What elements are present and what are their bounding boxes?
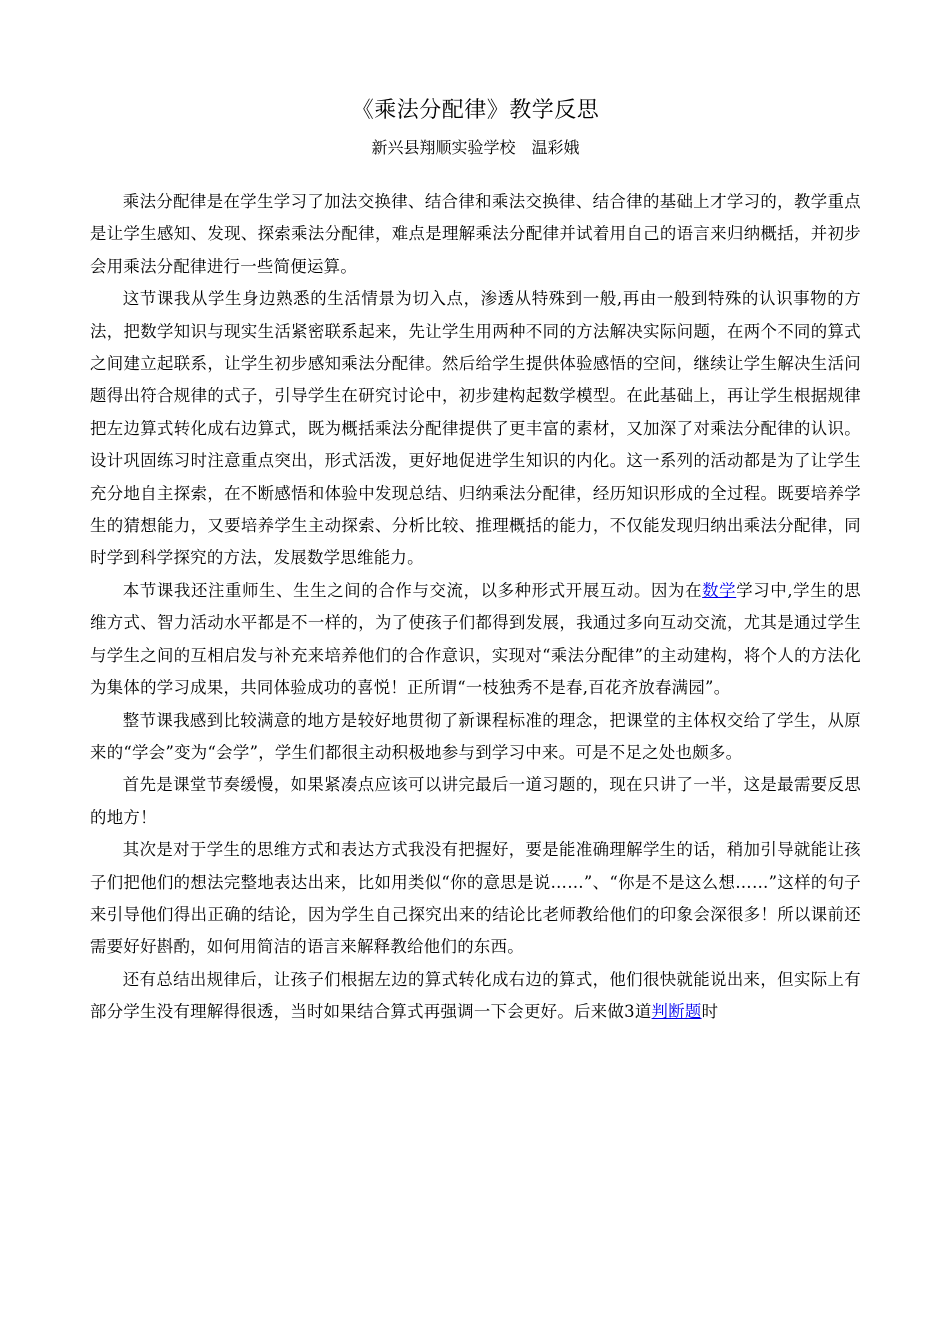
inline-link[interactable]: 判断题 <box>651 1002 702 1022</box>
paragraph <box>90 283 861 575</box>
document-title: 《乘法分配律》教学反思 <box>351 98 600 123</box>
paragraph-text: 这节课我从学生身边熟悉的生活情景为切入点，渗透从特殊到一般,再由一般到特殊的认识事物的方法，把数学知识与现实生活紧密联系起来，先让学生用两种不同的方法解决实际问题，在两个不同的算式之间建立起联系，让学生初步感知乘法分配律。然后给学生提供体验感悟的空间，继续让学生解决生活问题得出符合规律的式子，引导学生在研究讨论中，初步建构起数学模型。在此基础上，再让学生根据规律把左边算式转化成右边算式，既为概括乘法分配律提供了更丰富的素材，又加深了对乘法分配律的认识。设计巩固练习时注意重点突出，形式活泼，更好地促进学生知识的内化。这一系列的活动都是为了让学生充分地自主探索，在不断感悟和体验中发现总结、归纳乘法分配律，经历知识形成的全过程。既要培养学生的猜想能力，又要培养学生主动探索、分析比较、推理概括的能力，不仅能发现归纳出乘法分配律，同时学到科学探究的方法，发展数学思维能力。 <box>90 289 861 568</box>
paragraph-text: 本节课我还注重师生、生生之间的合作与交流，以多种形式开展互动。因为在 <box>122 580 703 600</box>
document-author: 新兴县翔顺实验学校 温彩娥 <box>371 138 580 157</box>
paragraph <box>90 186 861 283</box>
paragraph <box>90 964 861 1029</box>
inline-link[interactable]: 数学 <box>702 580 737 600</box>
paragraph-text: 学习中,学生的思维方式、智力活动水平都是不一样的，为了使孩子们都得到发展，我通过多向互动交流，尤其是通过学生与学生之间的互相启发与补充来培养他们的合作意识，实现对“乘法分配律”的主动建构，将个人的方法化为集体的学习成果，共同体验成功的喜悦！正所谓“一枝独秀不是春,百花齐放春满园”。 <box>90 580 861 698</box>
document-page <box>0 96 950 1326</box>
paragraph-text: 其次是对于学生的思维方式和表达方式我没有把握好，要是能准确理解学生的话，稍加引导就能让孩子们把他们的想法完整地表达出来，比如用类似“你的意思是说……”、“你是不是这么想……”这样的句子来引导他们得出正确的结论，因为学生自己探究出来的结论比老师教给他们的印象会深很多！所以课前还需要好好斟酌，如何用简洁的语言来解释教给他们的东西。 <box>90 840 861 957</box>
paragraph-text: 时 <box>701 1002 719 1022</box>
paragraph <box>90 769 861 834</box>
paragraph-text: 首先是课堂节奏缓慢，如果紧凑点应该可以讲完最后一道习题的，现在只讲了一半，这是最需要反思的地方！ <box>90 775 861 827</box>
paragraph <box>90 705 861 770</box>
paragraph-text: 整节课我感到比较满意的地方是较好地贯彻了新课程标准的理念，把课堂的主体权交给了学生，从原来的“学会”变为“会学”，学生们都很主动积极地参与到学习中来。可是不足之处也颇多。 <box>90 710 861 762</box>
paragraph-text: 还有总结出规律后，让孩子们根据左边的算式转化成右边的算式，他们很快就能说出来，但实际上有部分学生没有理解得很透，当时如果结合算式再强调一下会更好。后来做3道 <box>90 969 861 1022</box>
paragraph <box>90 834 861 964</box>
paragraph-text: 乘法分配律是在学生学习了加法交换律、结合律和乘法交换律、结合律的基础上才学习的，教学重点是让学生感知、发现、探索乘法分配律，难点是理解乘法分配律并试着用自己的语言来归纳概括，并初步会用乘法分配律进行一些简便运算。 <box>90 192 861 276</box>
document-body <box>90 186 861 1029</box>
paragraph <box>90 575 861 705</box>
